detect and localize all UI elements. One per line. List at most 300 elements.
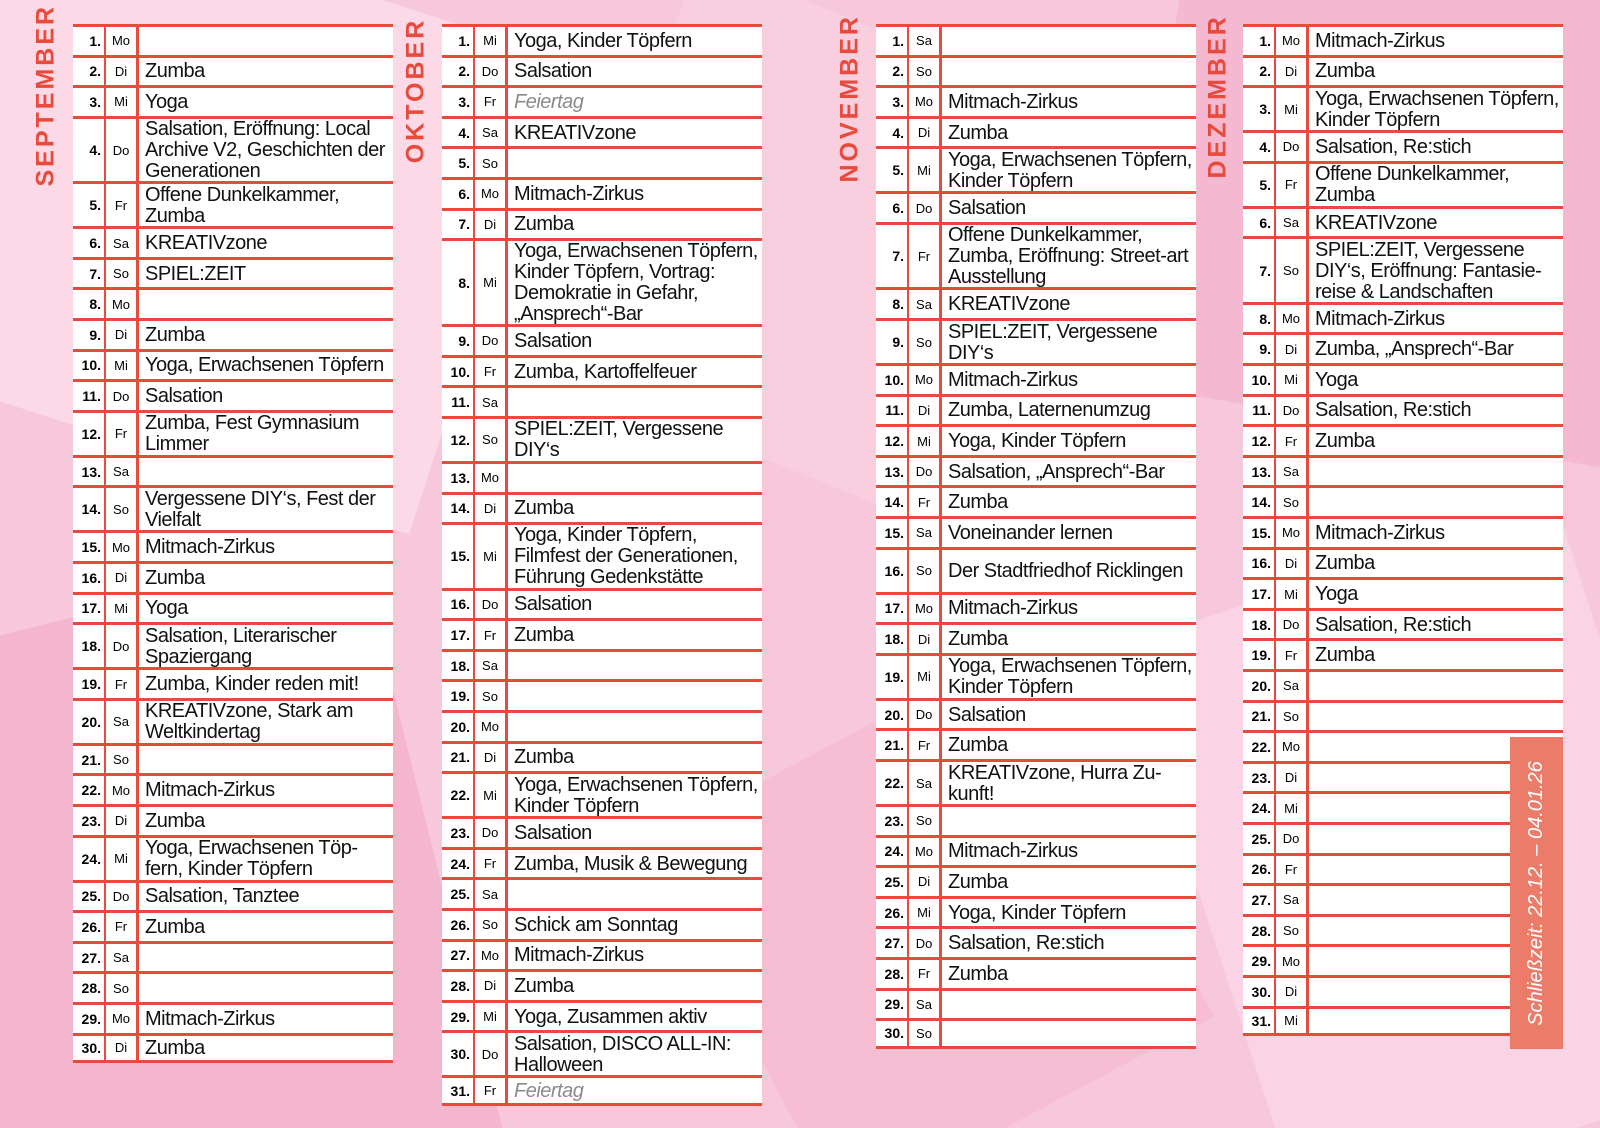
day-row (73, 773, 393, 804)
day-row (876, 622, 1196, 653)
day-row (442, 1075, 762, 1106)
day-number: 11. (1243, 397, 1276, 425)
weekday: Mo (106, 533, 139, 561)
day-row (442, 416, 762, 461)
day-row (442, 355, 762, 386)
day-number: 3. (1243, 88, 1276, 130)
event-text: Mitmach-Zirkus (948, 597, 1078, 620)
weekday: Sa (106, 229, 139, 257)
weekday: Do (1276, 397, 1309, 425)
day-row (1243, 700, 1563, 731)
day-row (876, 865, 1196, 896)
weekday: Sa (909, 27, 942, 55)
day-row (1243, 24, 1563, 55)
event-text (139, 458, 393, 486)
month-label-dezember: DEZEMBER (1203, 14, 1232, 179)
weekday: So (475, 682, 508, 710)
event-text: Zumba (1315, 430, 1375, 453)
weekday: Do (1276, 825, 1309, 853)
event-text: Zumba (948, 491, 1008, 514)
day-number: 8. (876, 290, 909, 318)
event-text: Mitmach-Zirkus (948, 90, 1078, 113)
event-text (508, 713, 762, 741)
day-row (73, 55, 393, 86)
weekday: Mi (1276, 1009, 1309, 1034)
day-row (442, 385, 762, 416)
weekday: Sa (106, 458, 139, 486)
day-number: 16. (876, 550, 909, 592)
event-text: SPIEL:ZEIT (145, 262, 246, 285)
closure-period-text: Schließzeit: 22.12. – 04.01.26 (1525, 760, 1547, 1026)
event-text (508, 464, 762, 492)
weekday: Di (1276, 58, 1309, 86)
weekday: Sa (106, 701, 139, 743)
event-text (1309, 1009, 1510, 1034)
day-number: 10. (876, 366, 909, 394)
event-text (508, 149, 762, 177)
day-row (73, 318, 393, 349)
day-number: 2. (1243, 58, 1276, 86)
weekday: Mo (1276, 519, 1309, 547)
day-row (1243, 608, 1563, 639)
day-row (1243, 455, 1563, 486)
day-number: 20. (1243, 672, 1276, 700)
event-text: Yoga (1315, 583, 1358, 606)
event-text: Yoga, Erwachsenen Töpfern, Kinder Töpfern (948, 149, 1192, 192)
weekday: Mo (106, 27, 139, 55)
event-text (1309, 672, 1563, 700)
weekday: Do (475, 327, 508, 355)
weekday: Do (106, 119, 139, 182)
day-row (442, 710, 762, 741)
weekday: Mo (475, 180, 508, 208)
day-row (442, 177, 762, 208)
weekday: Mi (475, 1003, 508, 1031)
day-row (73, 592, 393, 623)
weekday: Mi (475, 241, 508, 324)
day-row (73, 698, 393, 743)
event-text: Mitmach-Zirkus (1315, 521, 1445, 544)
weekday: Di (475, 972, 508, 1000)
event-text: Salsation (514, 60, 592, 83)
weekday: So (475, 911, 508, 939)
day-number: 10. (73, 352, 106, 380)
day-row (73, 622, 393, 667)
event-text: Salsation, Eröffnung: Local Archive V2, Geschichten der Generationen (145, 118, 385, 182)
event-text: Zumba (1315, 644, 1375, 667)
weekday: Do (1276, 133, 1309, 161)
day-number: 30. (876, 1021, 909, 1046)
day-number: 11. (876, 397, 909, 425)
day-number: 18. (876, 625, 909, 653)
day-number: 23. (73, 807, 106, 835)
event-text: Offene Dunkelkammer, Zumba, Eröffnung: Street-art Ausstellung (948, 224, 1189, 288)
day-row (442, 1030, 762, 1075)
day-row (876, 55, 1196, 86)
weekday: Di (909, 397, 942, 425)
weekday: Do (106, 883, 139, 911)
day-number: 15. (1243, 519, 1276, 547)
day-number: 10. (1243, 366, 1276, 394)
weekday: So (475, 419, 508, 461)
day-number: 8. (73, 290, 106, 318)
weekday: Mi (1276, 366, 1309, 394)
weekday: Di (475, 495, 508, 523)
day-row (442, 461, 762, 492)
day-number: 12. (876, 427, 909, 455)
day-row (73, 667, 393, 698)
day-row (73, 257, 393, 288)
weekday: So (909, 807, 942, 835)
day-number: 25. (876, 868, 909, 896)
event-text (139, 290, 393, 318)
day-row (442, 324, 762, 355)
day-number: 22. (876, 762, 909, 804)
weekday: Mo (106, 1005, 139, 1033)
event-text (1309, 825, 1510, 853)
day-row (73, 835, 393, 880)
day-row (73, 561, 393, 592)
event-text: Zumba, Kinder reden mit! (145, 673, 359, 696)
day-number: 1. (73, 27, 106, 55)
day-row (442, 85, 762, 116)
day-number: 15. (442, 525, 475, 588)
day-row (442, 492, 762, 523)
day-number: 14. (876, 488, 909, 516)
event-text: Mitmach-Zirkus (1315, 307, 1445, 330)
day-number: 19. (73, 670, 106, 698)
day-row (442, 939, 762, 970)
event-text: Zumba (514, 746, 574, 769)
day-number: 9. (1243, 335, 1276, 363)
day-row (73, 1033, 393, 1064)
event-text: Zumba, Musik & Bewegung (514, 852, 748, 875)
day-row (442, 116, 762, 147)
day-number: 24. (442, 850, 475, 878)
day-number: 11. (442, 388, 475, 416)
event-text (942, 807, 1196, 835)
day-number: 22. (73, 776, 106, 804)
weekday: Mi (909, 899, 942, 927)
weekday: Di (106, 58, 139, 86)
weekday: Fr (909, 225, 942, 288)
event-text: Salsation, Re:stich (1315, 135, 1472, 158)
day-row (876, 957, 1196, 988)
day-row (1243, 516, 1563, 547)
weekday: So (909, 550, 942, 592)
weekday: Fr (475, 621, 508, 649)
day-row (876, 146, 1196, 191)
event-text: Yoga, Kinder Töpfern (948, 901, 1126, 924)
day-row (73, 743, 393, 774)
weekday: Sa (1276, 209, 1309, 237)
weekday: Fr (909, 731, 942, 759)
weekday: Sa (1276, 886, 1309, 914)
event-text (1309, 703, 1563, 731)
weekday: So (475, 149, 508, 177)
day-row (876, 896, 1196, 927)
day-row (442, 877, 762, 908)
weekday: Do (475, 591, 508, 619)
month-table-september (73, 24, 393, 1063)
day-number: 19. (876, 656, 909, 698)
day-row (442, 588, 762, 619)
day-number: 27. (876, 929, 909, 957)
day-number: 31. (442, 1078, 475, 1103)
event-text: Zumba (948, 962, 1008, 985)
event-text: Yoga, Erwachsenen Töpfern, Kinder Töpfern (948, 655, 1192, 698)
day-row (442, 618, 762, 649)
day-number: 1. (1243, 27, 1276, 55)
weekday: Di (106, 1036, 139, 1061)
day-number: 17. (1243, 580, 1276, 608)
day-number: 9. (876, 321, 909, 363)
event-text: Salsation, Re:stich (1315, 613, 1472, 636)
weekday: Mi (909, 656, 942, 698)
event-text: SPIEL:ZEIT, Vergessene DIY‘s (948, 321, 1158, 364)
day-number: 14. (442, 495, 475, 523)
event-text: Zumba (145, 809, 205, 832)
day-number: 29. (876, 991, 909, 1019)
event-text: Mitmach-Zirkus (514, 944, 644, 967)
event-text: KREATIVzone (1315, 211, 1437, 234)
weekday: Sa (909, 519, 942, 547)
day-row (73, 941, 393, 972)
day-row (1243, 669, 1563, 700)
day-row (876, 222, 1196, 288)
event-text: Zumba, Fest Gymnasium Limmer (145, 412, 360, 455)
event-text (1309, 947, 1510, 975)
weekday: Mi (106, 595, 139, 623)
closure-period-banner (1510, 737, 1563, 1049)
event-text: Zumba, Laternenumzug (948, 399, 1151, 422)
day-number: 7. (876, 225, 909, 288)
event-text (942, 27, 1196, 55)
day-number: 8. (442, 241, 475, 324)
event-text (139, 974, 393, 1002)
day-row (73, 410, 393, 455)
event-text: Mitmach-Zirkus (145, 779, 275, 802)
event-text: Mitmach-Zirkus (145, 536, 275, 559)
weekday: Di (909, 119, 942, 147)
day-number: 21. (876, 731, 909, 759)
month-table-oktober (442, 24, 762, 1106)
day-row (442, 679, 762, 710)
day-row (1243, 130, 1563, 161)
day-number: 24. (73, 838, 106, 880)
month-table-november (876, 24, 1196, 1049)
day-number: 4. (442, 119, 475, 147)
day-row (73, 1002, 393, 1033)
day-number: 31. (1243, 1009, 1276, 1034)
event-text (508, 880, 762, 908)
weekday: Mo (106, 776, 139, 804)
day-number: 30. (1243, 978, 1276, 1006)
weekday: Sa (475, 119, 508, 147)
day-number: 30. (73, 1036, 106, 1061)
day-row (73, 379, 393, 410)
day-row (876, 1018, 1196, 1049)
event-text: Zumba, Kartoffelfeuer (514, 360, 697, 383)
day-number: 25. (1243, 825, 1276, 853)
day-number: 27. (1243, 886, 1276, 914)
day-row (876, 116, 1196, 147)
day-row (73, 455, 393, 486)
event-text: Salsation, Re:stich (1315, 399, 1472, 422)
day-number: 12. (73, 413, 106, 455)
weekday: Mi (909, 427, 942, 455)
event-text: Mitmach-Zirkus (948, 368, 1078, 391)
day-number: 16. (73, 564, 106, 592)
day-row (876, 85, 1196, 116)
weekday: So (909, 58, 942, 86)
weekday: Di (1276, 978, 1309, 1006)
event-text: Yoga, Kinder Töpfern (514, 29, 692, 52)
weekday: Mo (1276, 947, 1309, 975)
event-text: Salsation (948, 703, 1026, 726)
day-number: 15. (876, 519, 909, 547)
day-row (442, 208, 762, 239)
day-row (1243, 363, 1563, 394)
event-text (1309, 458, 1563, 486)
day-number: 4. (876, 119, 909, 147)
day-row (876, 728, 1196, 759)
day-row (1243, 302, 1563, 333)
event-text: Zumba (145, 60, 205, 83)
day-row (442, 238, 762, 324)
event-text: Voneinander lernen (948, 521, 1113, 544)
event-text (1309, 764, 1510, 792)
day-row (1243, 236, 1563, 302)
day-row (73, 530, 393, 561)
event-text (1309, 886, 1510, 914)
day-number: 22. (442, 774, 475, 816)
day-row (876, 547, 1196, 592)
weekday: So (1276, 703, 1309, 731)
event-text: Zumba, „Ansprech“-Bar (1315, 338, 1514, 361)
day-row (1243, 161, 1563, 206)
day-number: 6. (442, 180, 475, 208)
day-number: 16. (442, 591, 475, 619)
day-number: 10. (442, 358, 475, 386)
day-number: 21. (442, 744, 475, 772)
month-label-oktober: OKTOBER (401, 17, 430, 164)
day-number: 17. (876, 595, 909, 623)
day-row (442, 55, 762, 86)
day-number: 20. (876, 701, 909, 729)
day-number: 4. (1243, 133, 1276, 161)
event-text: Zumba (145, 1036, 205, 1059)
day-number: 23. (876, 807, 909, 835)
day-number: 3. (876, 88, 909, 116)
day-number: 12. (1243, 427, 1276, 455)
weekday: Mi (475, 525, 508, 588)
day-number: 18. (442, 652, 475, 680)
weekday: Di (1276, 335, 1309, 363)
day-row (876, 698, 1196, 729)
event-text: Zumba (1315, 60, 1375, 83)
weekday: Sa (1276, 672, 1309, 700)
weekday: Mi (106, 352, 139, 380)
weekday: Mo (1276, 733, 1309, 761)
day-row (876, 759, 1196, 804)
day-row (73, 116, 393, 182)
weekday: Fr (106, 913, 139, 941)
event-text (942, 1021, 1196, 1046)
event-text: Zumba (948, 628, 1008, 651)
weekday: Sa (475, 652, 508, 680)
day-row (876, 804, 1196, 835)
weekday: Mi (909, 149, 942, 191)
event-text: Yoga, Zusammen aktiv (514, 1005, 707, 1028)
day-number: 13. (73, 458, 106, 486)
day-number: 17. (442, 621, 475, 649)
day-number: 7. (1243, 239, 1276, 302)
day-number: 26. (1243, 856, 1276, 884)
day-number: 1. (876, 27, 909, 55)
event-text (139, 746, 393, 774)
day-row (876, 988, 1196, 1019)
day-number: 13. (1243, 458, 1276, 486)
weekday: Mi (1276, 88, 1309, 130)
day-number: 22. (1243, 733, 1276, 761)
weekday: Di (106, 807, 139, 835)
event-text: KREATIVzone, Stark am Weltkindertag (145, 700, 354, 743)
day-row (73, 804, 393, 835)
event-text: Yoga (145, 90, 188, 113)
day-number: 2. (442, 58, 475, 86)
day-row (73, 971, 393, 1002)
weekday: Mo (1276, 305, 1309, 333)
weekday: Mo (475, 464, 508, 492)
day-row (876, 653, 1196, 698)
event-text: Mitmach-Zirkus (514, 182, 644, 205)
event-text: KREATIVzone, Hurra Zu-kunft! (948, 762, 1162, 804)
day-row (876, 287, 1196, 318)
event-text: SPIEL:ZEIT, Vergessene DIY‘s (514, 418, 724, 461)
event-text: Yoga, Erwachsenen Töpfern, Kinder Töpfern, Vortrag: Demokratie in Gefahr, „Ansprech“-Bar (514, 241, 758, 325)
event-text (139, 944, 393, 972)
day-row (442, 24, 762, 55)
month-label-november: NOVEMBER (835, 14, 864, 183)
weekday: Do (106, 382, 139, 410)
day-row (1243, 85, 1563, 130)
event-text: Yoga, Erwachsenen Töp-fern, Kinder Töpfern (145, 837, 358, 880)
event-text: Zumba (948, 121, 1008, 144)
event-text: Yoga (1315, 368, 1358, 391)
weekday: So (106, 974, 139, 1002)
day-number: 20. (73, 701, 106, 743)
weekday: Do (909, 701, 942, 729)
weekday: Mi (475, 27, 508, 55)
event-text: Mitmach-Zirkus (948, 840, 1078, 863)
day-row (1243, 547, 1563, 578)
day-row (1243, 332, 1563, 363)
weekday: Sa (475, 388, 508, 416)
event-text: KREATIVzone (948, 293, 1070, 316)
day-row (1243, 577, 1563, 608)
day-number: 19. (442, 682, 475, 710)
event-text: Salsation (514, 593, 592, 616)
weekday: Fr (1276, 856, 1309, 884)
day-number: 23. (1243, 764, 1276, 792)
weekday: Fr (909, 960, 942, 988)
weekday: Sa (475, 880, 508, 908)
event-text: Yoga, Kinder Töpfern, Filmfest der Generationen, Führung Gedenkstätte (514, 525, 738, 588)
weekday: Mi (106, 838, 139, 880)
day-number: 24. (876, 838, 909, 866)
event-text: Zumba (514, 624, 574, 647)
